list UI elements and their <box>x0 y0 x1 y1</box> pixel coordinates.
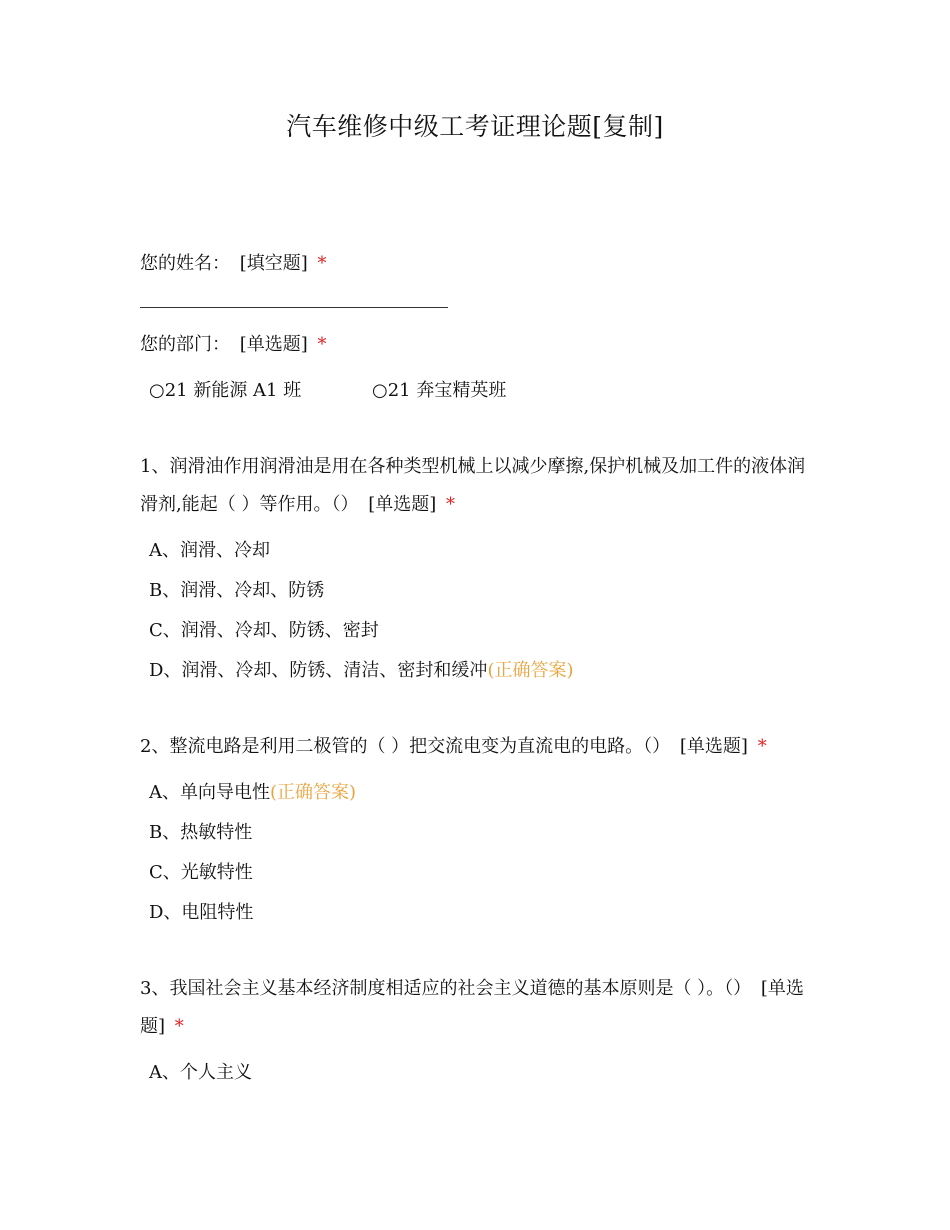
question-type-tag: [单选题] <box>368 494 437 515</box>
question-1-option-d: D、润滑、冷却、防锈、清洁、密封和缓冲 <box>149 660 488 681</box>
dept-question-label: 您的部门： <box>140 334 230 355</box>
name-question-label: 您的姓名： <box>140 253 230 274</box>
question-2-option-c: C、光敏特性 <box>149 862 253 883</box>
name-question-header <box>140 245 820 283</box>
question-1-option-a: A、润滑、冷却 <box>149 540 270 561</box>
required-mark: * <box>174 1016 184 1037</box>
question-2-option-b: B、热敏特性 <box>149 822 253 843</box>
name-answer-line <box>140 307 448 308</box>
question-1-option-b: B、润滑、冷却、防锈 <box>149 580 325 601</box>
question-2-option-a: A、单向导电性 <box>149 782 270 803</box>
required-mark: * <box>445 494 455 515</box>
question-3-option-a: A、个人主义 <box>149 1062 252 1083</box>
dept-options <box>149 377 749 405</box>
question-2-option-d: D、电阻特性 <box>149 902 254 923</box>
required-mark: * <box>317 334 327 355</box>
dept-option-radio: ○21 新能源 A1 班 <box>149 380 302 401</box>
question-type-tag: [单选题] <box>679 736 748 757</box>
question-1-option-d-row <box>149 657 573 685</box>
question-2-text: 2、整流电路是利用二极管的（ ）把交流电变为直流电的电路。（） <box>140 736 671 757</box>
required-mark: * <box>317 253 327 274</box>
question-type-tag: [单选题] <box>239 334 308 355</box>
question-type-tag: [填空题] <box>239 253 308 274</box>
required-mark: * <box>757 736 767 757</box>
question-2-header <box>140 728 820 766</box>
question-3-header <box>140 970 820 1046</box>
correct-answer-label: (正确答案) <box>487 660 574 681</box>
dept-option-radio: ○21 奔宝精英班 <box>372 380 507 401</box>
question-3-text: 3、我国社会主义基本经济制度相适应的社会主义道德的基本原则是（ ）。（） <box>140 978 752 999</box>
question-1-text: 1、润滑油作用润滑油是用在各种类型机械上以减少摩擦,保护机械及加工件的液体润滑剂,能起（ ）等作用。（） <box>140 456 806 515</box>
question-2-option-a-row <box>149 779 356 807</box>
question-type-tag: [单选题] <box>140 978 804 1037</box>
dept-question-header <box>140 326 820 364</box>
survey-title: 汽车维修中级工考证理论题[复制] <box>286 112 664 141</box>
question-1-option-c: C、润滑、冷却、防锈、密封 <box>149 620 379 641</box>
question-1-header <box>140 448 820 524</box>
correct-answer-label: (正确答案) <box>270 782 357 803</box>
